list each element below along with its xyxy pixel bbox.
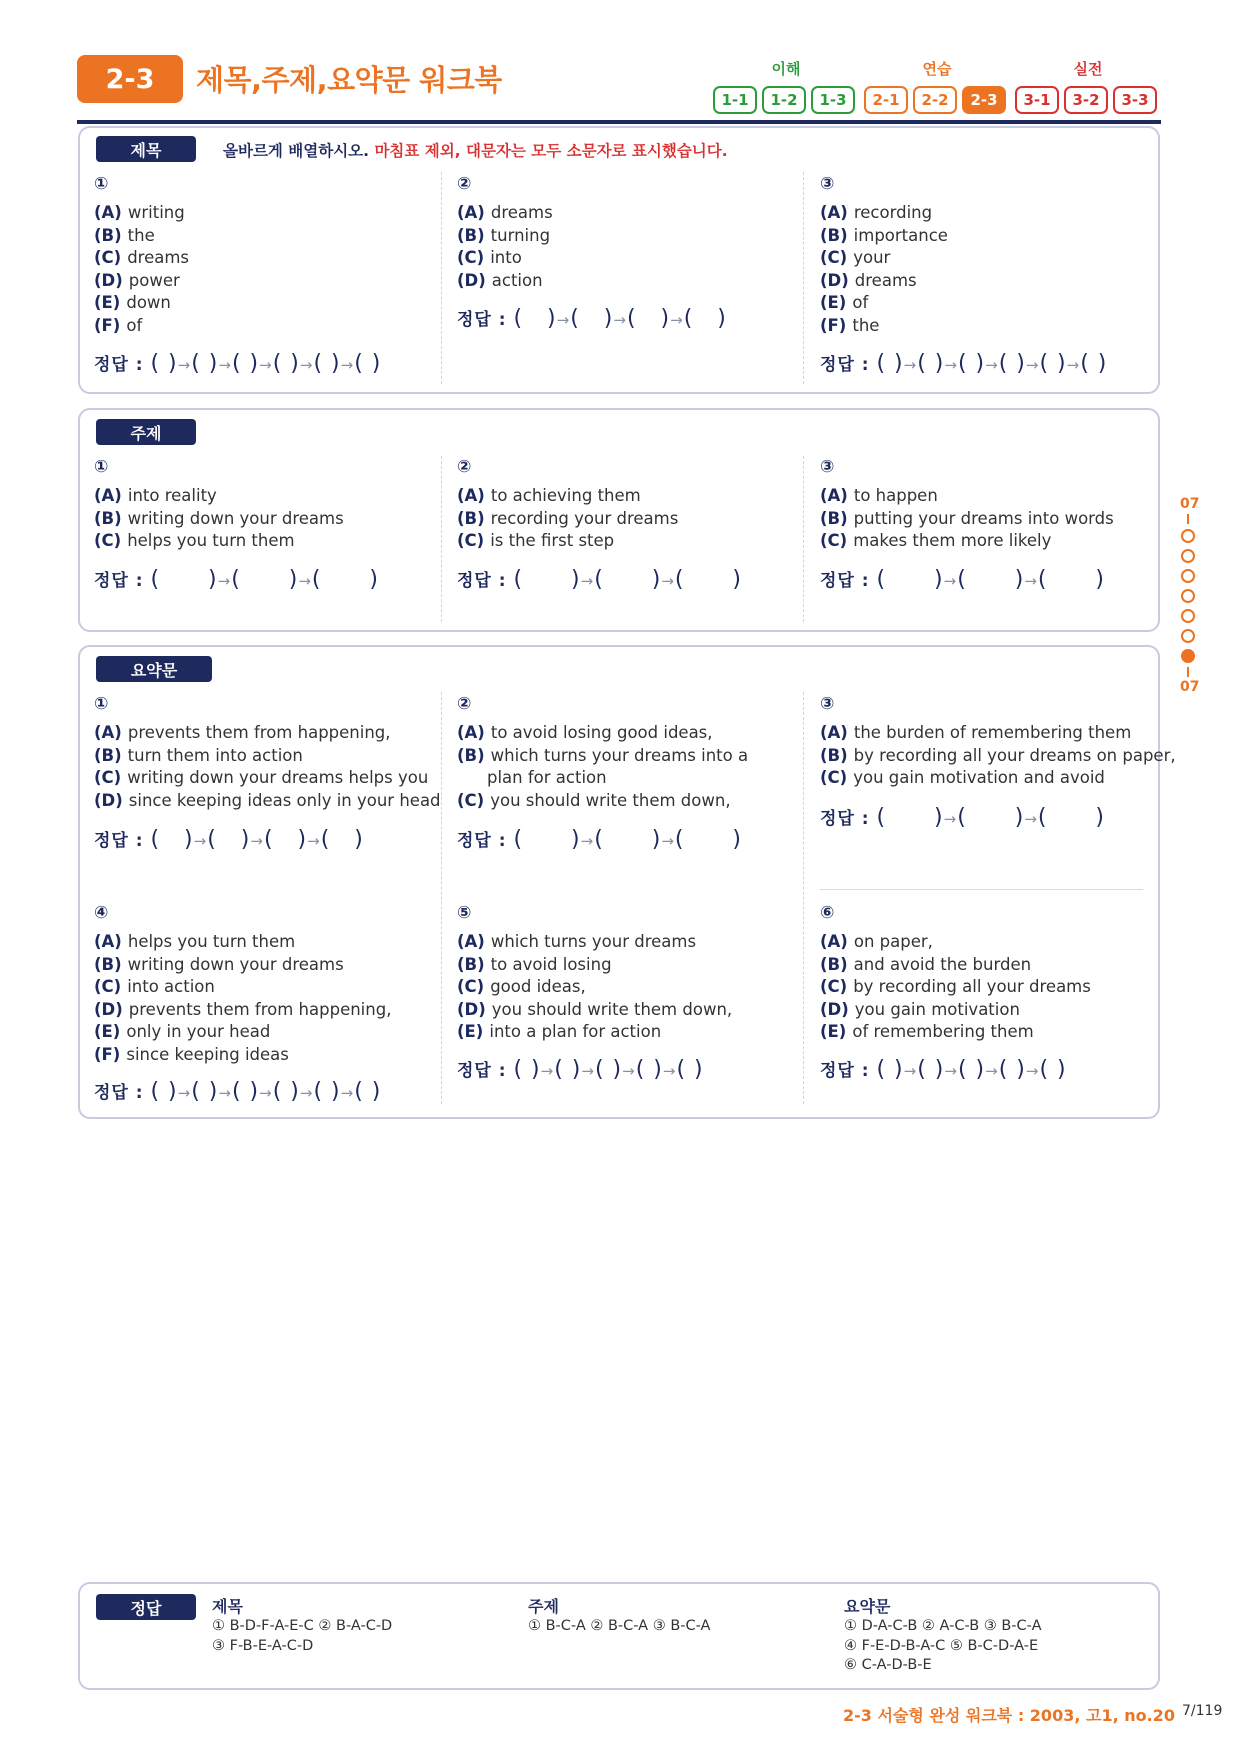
step-3-1[interactable]: 3-1 — [1015, 86, 1059, 114]
side-dot-active — [1181, 649, 1195, 663]
step-3-3[interactable]: 3-3 — [1113, 86, 1157, 114]
phrase-item: (E) only in your head — [94, 1022, 271, 1042]
side-chapter-bottom: 07 — [1180, 679, 1200, 695]
phrase-item: (C) good ideas, — [457, 977, 586, 997]
word-item: (A) dreams — [457, 203, 553, 222]
phrase-item: (C) makes them more likely — [820, 531, 1052, 551]
question-number: ⑤ — [457, 903, 472, 923]
phrase-item: (A) to avoid losing good ideas, — [457, 723, 713, 742]
side-dot — [1181, 589, 1195, 603]
side-dot — [1181, 549, 1195, 563]
side-chapter-top: 07 — [1180, 496, 1200, 512]
question-number: ② — [457, 694, 472, 714]
question-number: ② — [457, 457, 472, 477]
section-tag-summary: 요약문 — [96, 656, 212, 682]
phrase-item: (D) you should write them down, — [457, 999, 733, 1019]
side-tick — [1187, 514, 1189, 524]
answer-line-summary-q5[interactable]: 정답 : ( )→( )→( )→( )→( ) — [457, 1057, 704, 1082]
phrase-item: (F) since keeping ideas — [94, 1044, 289, 1064]
answer-key-topic: ① B-C-A ② B-C-A ③ B-C-A — [528, 1618, 711, 1634]
step-2-3[interactable]: 2-3 — [962, 86, 1006, 114]
topic-q1 — [94, 457, 344, 553]
step-1-3[interactable]: 1-3 — [811, 86, 855, 114]
word-item: (B) the — [94, 225, 155, 245]
summary-q6 — [820, 903, 1091, 1044]
word-item: (F) the — [820, 315, 880, 335]
word-item: (A) writing — [94, 203, 185, 222]
word-item: (A) recording — [820, 203, 933, 222]
phrase-item: (C) writing down your dreams helps you — [94, 768, 429, 788]
side-tick — [1187, 667, 1189, 677]
step-2-1[interactable]: 2-1 — [864, 86, 908, 114]
column-divider — [441, 172, 442, 384]
step-2-2[interactable]: 2-2 — [913, 86, 957, 114]
phrase-item: (B) recording your dreams — [457, 508, 679, 528]
phrase-item: (B) turn them into action — [94, 745, 303, 765]
phrase-item: (A) which turns your dreams — [457, 932, 697, 951]
column-divider — [441, 692, 442, 1104]
question-number: ① — [94, 694, 109, 714]
question-number: ① — [94, 174, 109, 194]
phrase-item: (E) of remembering them — [820, 1022, 1034, 1042]
lesson-badge: 2-3 — [77, 55, 183, 103]
step-3-2[interactable]: 3-2 — [1064, 86, 1108, 114]
side-dot — [1181, 529, 1195, 543]
phrase-item: (D) prevents them from happening, — [94, 999, 392, 1019]
title-q2 — [457, 174, 553, 292]
question-number: ③ — [820, 457, 835, 477]
phrase-item: (C) you gain motivation and avoid — [820, 768, 1105, 788]
title-q1 — [94, 174, 189, 338]
summary-q2 — [457, 694, 787, 812]
phrase-item: (C) helps you turn them — [94, 531, 295, 551]
word-item: (E) down — [94, 293, 171, 313]
side-dot — [1181, 609, 1195, 623]
word-item: (B) turning — [457, 225, 551, 245]
summary-q5 — [457, 903, 732, 1044]
step-1-1[interactable]: 1-1 — [713, 86, 757, 114]
word-item: (D) action — [457, 270, 543, 290]
step-1-2[interactable]: 1-2 — [762, 86, 806, 114]
word-item: (B) importance — [820, 225, 948, 245]
topic-q3 — [820, 457, 1114, 553]
answer-line-title-q2[interactable]: 정답 : ( )→( )→( )→( ) — [457, 306, 727, 331]
phrase-item: (A) into reality — [94, 486, 217, 505]
phrase-item: (D) since keeping ideas only in your head — [94, 790, 441, 810]
answer-key-title: ① B-D-F-A-E-C ② B-A-C-D ③ F-B-E-A-C-D — [212, 1618, 393, 1654]
answer-key-title-heading: 제목 — [212, 1597, 243, 1616]
answer-line-summary-q3[interactable]: 정답 : ( )→( )→( ) — [820, 805, 1106, 830]
phrase-item: (C) you should write them down, — [457, 790, 731, 810]
answer-line-summary-q1[interactable]: 정답 : ( )→( )→( )→( ) — [94, 827, 364, 852]
word-item: (D) dreams — [820, 270, 917, 290]
phrase-item: (B) which turns your dreams into a plan for action — [457, 745, 749, 788]
phrase-item: (C) by recording all your dreams — [820, 977, 1091, 997]
group-label-understand: 이해 — [771, 60, 801, 78]
phrase-item: (A) to achieving them — [457, 486, 641, 505]
phrase-item: (C) into action — [94, 977, 215, 997]
word-item: (C) into — [457, 248, 522, 268]
phrase-item: (C) is the first step — [457, 531, 615, 551]
topic-q2 — [457, 457, 678, 553]
summary-q3 — [820, 694, 1176, 790]
answer-key-summary: ① D-A-C-B ② A-C-B ③ B-C-A ④ F-E-D-B-A-C ⑤ B-C-D-A-E ⑥ C-A-D-B-E — [844, 1618, 1042, 1673]
answer-line-topic-q1[interactable]: 정답 : ( )→( )→( ) — [94, 567, 380, 592]
question-number: ① — [94, 457, 109, 477]
answer-key-topic-heading: 주제 — [528, 1597, 559, 1616]
word-item: (E) of — [820, 293, 869, 313]
phrase-item: (D) you gain motivation — [820, 999, 1020, 1019]
answer-line-topic-q2[interactable]: 정답 : ( )→( )→( ) — [457, 567, 743, 592]
phrase-item: (B) and avoid the burden — [820, 954, 1032, 974]
phrase-item: (B) to avoid losing — [457, 954, 612, 974]
side-dot — [1181, 569, 1195, 583]
question-number: ③ — [820, 174, 835, 194]
page-title: 제목,주제,요약문 워크북 — [196, 63, 502, 97]
section-tag-title: 제목 — [96, 136, 196, 162]
column-divider — [803, 172, 804, 384]
phrase-item: (A) prevents them from happening, — [94, 723, 391, 742]
phrase-item: (B) writing down your dreams — [94, 508, 344, 528]
phrase-item: (A) to happen — [820, 486, 938, 505]
instruction-text: 올바르게 배열하시오. — [223, 142, 370, 160]
question-number: ② — [457, 174, 472, 194]
answer-key-summary-heading: 요약문 — [844, 1597, 891, 1616]
group-label-real: 실전 — [1073, 60, 1103, 78]
word-item: (D) power — [94, 270, 180, 290]
word-item: (C) dreams — [94, 248, 190, 268]
answer-line-title-q1[interactable]: 정답 : ( )→( )→( )→( )→( )→( ) — [94, 351, 382, 376]
question-number: ③ — [820, 694, 835, 714]
answer-line-summary-q2[interactable]: 정답 : ( )→( )→( ) — [457, 827, 743, 852]
row-divider — [820, 889, 1143, 890]
page-number: 7/119 — [1182, 1703, 1223, 1719]
group-label-practice: 연습 — [922, 60, 952, 78]
answer-line-summary-q4[interactable]: 정답 : ( )→( )→( )→( )→( )→( ) — [94, 1079, 382, 1104]
header-rule — [77, 120, 1161, 124]
question-number: ⑥ — [820, 903, 835, 923]
summary-q1 — [94, 694, 441, 812]
phrase-item: (A) helps you turn them — [94, 932, 296, 951]
section-tag-topic: 주제 — [96, 419, 196, 445]
phrase-item: (B) writing down your dreams — [94, 954, 344, 974]
side-dot — [1181, 629, 1195, 643]
phrase-item: (A) on paper, — [820, 932, 933, 951]
instruction-note: 마침표 제외, 대문자는 모두 소문자로 표시했습니다. — [374, 142, 728, 160]
column-divider — [803, 456, 804, 622]
answer-line-title-q3[interactable]: 정답 : ( )→( )→( )→( )→( )→( ) — [820, 351, 1108, 376]
phrase-item: (A) the burden of remembering them — [820, 723, 1132, 742]
column-divider — [803, 692, 804, 1104]
summary-q4 — [94, 903, 391, 1067]
word-item: (F) of — [94, 315, 143, 335]
question-number: ④ — [94, 903, 109, 923]
footer-source: 2-3 서술형 완성 워크북 : 2003, 고1, no.20 — [843, 1706, 1175, 1725]
instruction — [223, 139, 728, 161]
column-divider — [441, 456, 442, 622]
word-item: (C) your — [820, 248, 891, 268]
phrase-item: (B) by recording all your dreams on paper, — [820, 745, 1176, 765]
phrase-item: (E) into a plan for action — [457, 1022, 662, 1042]
answer-line-topic-q3[interactable]: 정답 : ( )→( )→( ) — [820, 567, 1106, 592]
phrase-item: (B) putting your dreams into words — [820, 508, 1114, 528]
answer-line-summary-q6[interactable]: 정답 : ( )→( )→( )→( )→( ) — [820, 1057, 1067, 1082]
answer-key-tag: 정답 — [96, 1594, 196, 1620]
title-q3 — [820, 174, 948, 338]
